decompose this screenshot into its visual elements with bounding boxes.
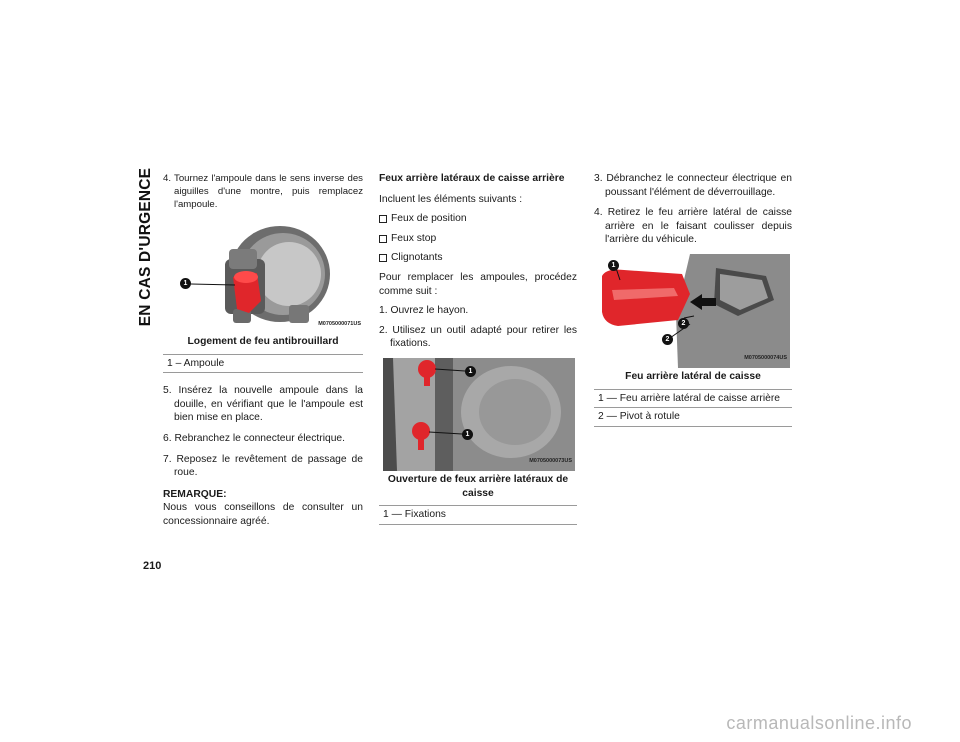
legend-row: 1 — Fixations <box>379 506 577 525</box>
legend-row: 1 — Feu arrière latéral de caisse arrière <box>594 390 792 409</box>
figure-side-taillight-opening <box>383 358 575 471</box>
bullet-item: Clignotants <box>379 251 577 265</box>
step-1: 1. Ouvrez le hayon. <box>379 305 469 317</box>
step-4-number: 4. <box>163 173 172 184</box>
column-2 <box>379 172 577 525</box>
callout-1: 1 <box>180 278 191 289</box>
section-tab <box>133 167 159 327</box>
callout-2: 2 <box>662 334 673 345</box>
page-number: 210 <box>143 560 162 572</box>
legend-row: 2 — Pivot à rotule <box>594 408 792 427</box>
note-title: REMARQUE: <box>163 488 227 500</box>
column-3 <box>594 172 792 427</box>
callout-1: 1 <box>608 260 619 271</box>
step-4-body: Tournez l'ampoule dans le sens inverse des aiguilles d'une montre, puis remplacez l'ampoule. <box>174 173 363 210</box>
figure-side-taillight <box>598 254 790 368</box>
side-taillight-illustration <box>598 254 790 368</box>
figure-caption: Logement de feu antibrouillard <box>187 336 339 347</box>
figure-caption: Feu arrière latéral de caisse <box>625 370 761 382</box>
figure-code: M0705000071US <box>318 321 361 328</box>
figure-caption: Ouverture de feux arrière latéraux de caisse <box>387 473 569 499</box>
step-6: 6. Rebranchez le connecteur électrique. <box>163 432 346 444</box>
intro-text: Incluent les éléments suivants : <box>379 193 523 205</box>
step-4: 4. Retirez le feu arrière latéral de caisse arrière en le faisant coulisser depuis l'arrière du véhicule. <box>594 207 792 246</box>
taillight-opening-illustration <box>383 358 575 471</box>
step-4-text <box>163 172 363 211</box>
step-3: 3. Débranchez le connecteur électrique en poussant l'élément de déverrouillage. <box>594 173 792 198</box>
fog-lamp-illustration <box>163 219 363 334</box>
step-7: 7. Reposez le revêtement de passage de roue. <box>163 453 363 479</box>
step-5: 5. Insérez la nouvelle ampoule dans la douille, en vérifiant que le l'ampoule est bien mise en place. <box>163 385 363 424</box>
column-1 <box>163 172 363 529</box>
watermark: carmanualsonline.info <box>726 713 912 733</box>
figure-legend <box>379 505 577 525</box>
step-2: 2. Utilisez un outil adapté pour retirer les fixations. <box>379 324 577 350</box>
figure-fog-lamp-housing <box>163 219 363 334</box>
figure-code: M0705000073US <box>529 458 572 465</box>
figure-legend <box>594 389 792 427</box>
procedure-text: Pour remplacer les ampoules, procédez comme suit : <box>379 271 577 297</box>
figure-code: M0705000074US <box>744 355 787 362</box>
callout-1: 1 <box>465 366 476 377</box>
legend-row: 1 – Ampoule <box>163 355 363 374</box>
section-heading: Feux arrière latéraux de caisse arrière <box>379 173 565 184</box>
section-tab-label: EN CAS D'URGENCE <box>137 167 154 327</box>
bullet-item: Feux stop <box>379 232 577 246</box>
callout-1: 1 <box>462 429 473 440</box>
note-text: Nous vous conseillons de consulter un concessionnaire agréé. <box>163 502 363 527</box>
callout-2: 2 <box>678 318 689 329</box>
figure-legend <box>163 354 363 374</box>
bullet-item: Feux de position <box>379 212 577 226</box>
